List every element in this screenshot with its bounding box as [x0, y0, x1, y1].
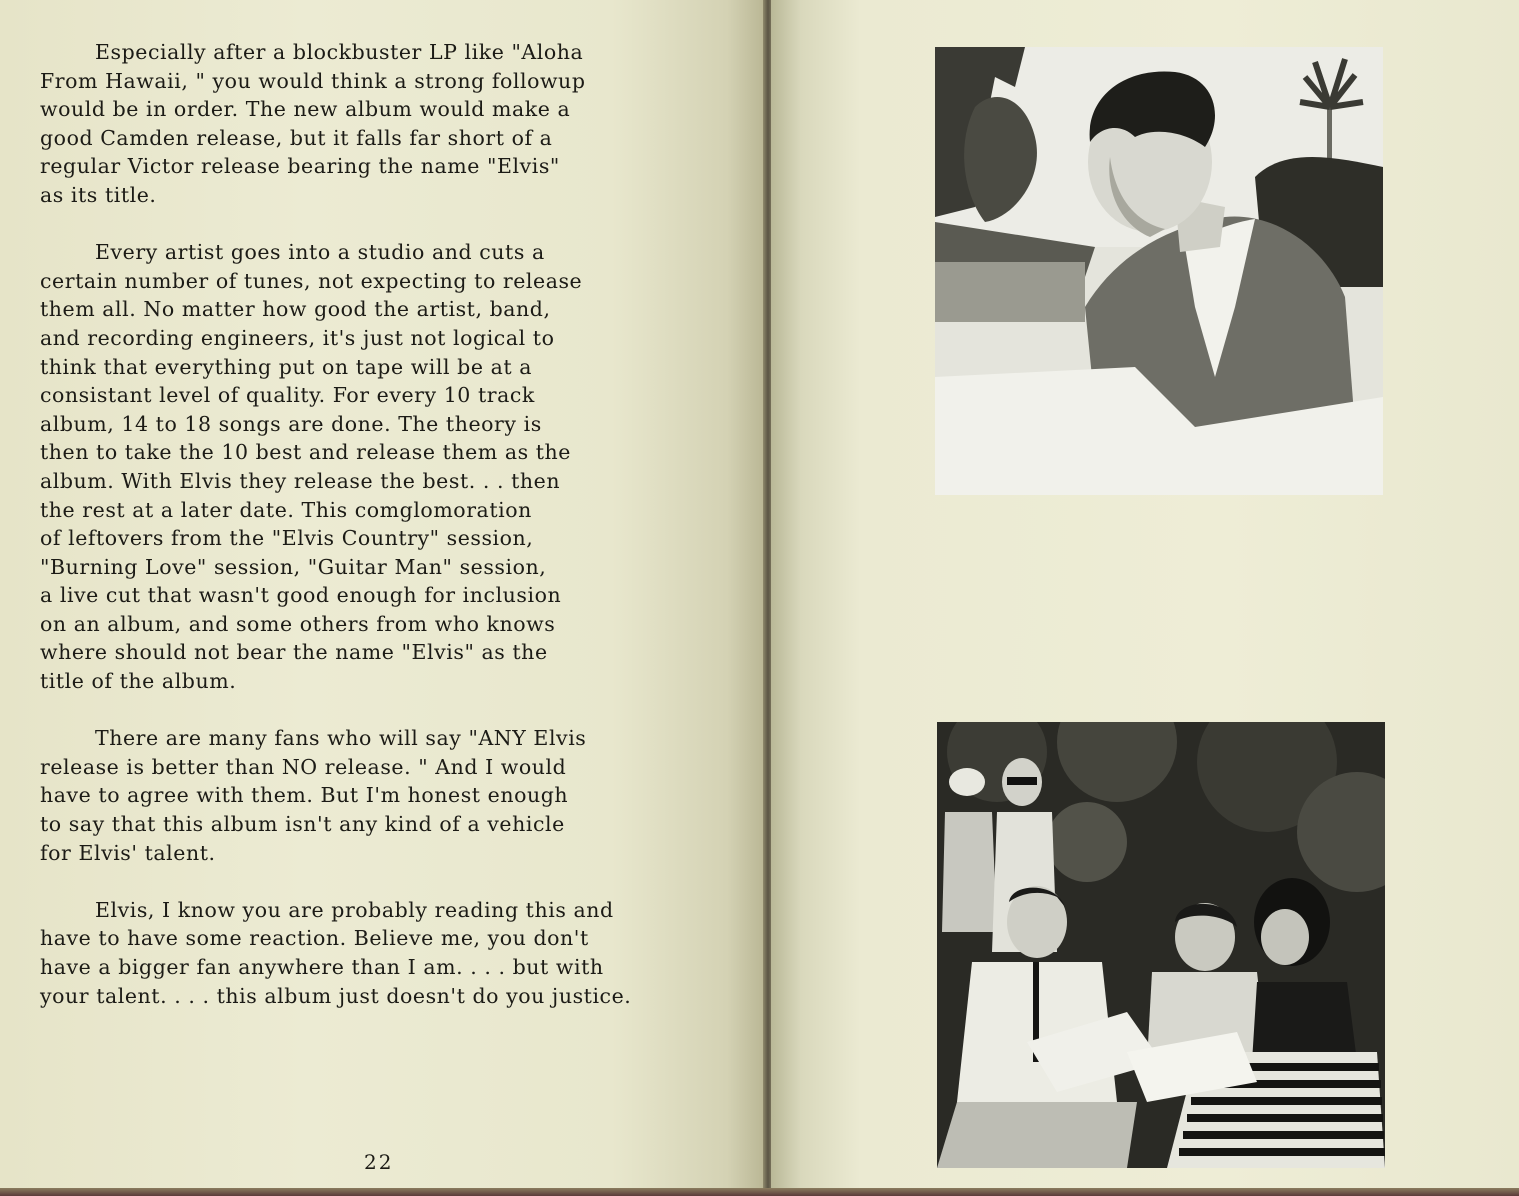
paragraph-4: Elvis, I know you are probably reading this and have to have some reaction. Believe me, you don't have a bigger fan anywhere than I am. . . . but with your talent. . . . this album just doesn't do you justice.: [40, 897, 632, 1008]
photo-bottom: [937, 722, 1385, 1168]
book-bottom-edge: [0, 1188, 1519, 1196]
page-number: 22: [364, 1150, 394, 1174]
photo-bottom-illustration: [937, 722, 1385, 1168]
paragraph-2: Every artist goes into a studio and cuts a certain number of tunes, not expecting to release them all. No matter how good the artist, band, and recording engineers, it's just not logical to think that everything put on tape will be at a consistant level of quality. For every 10 track album, 14 to 18 songs are done. The theory is then to take the 10 best and release them as the album. With Elvis they release the best. . . then the rest at a later date. This comglomoration of leftovers from the "Elvis Country" session, "Burning Love" session, "Guitar Man" session, a live cut that wasn't good enough for inclusion on an album, and some others from who knows where should not bear the name "Elvis" as the title of the album.: [40, 240, 583, 694]
paragraph-3: There are many fans who will say "ANY Elvis release is better than NO release. " And I would have to agree with them. But I'm honest enough to say that this album isn't any kind of a vehicle for Elvis' talent.: [40, 726, 587, 865]
paragraph-1: Especially after a blockbuster LP like "Aloha From Hawaii, " you would think a strong followup would be in order. The new album would make a good Camden release, but it falls far short of a regular Victor release bearing the name "Elvis" as its title.: [40, 40, 586, 207]
photo-top: [935, 47, 1383, 495]
article-text: [40, 38, 720, 1039]
photo-top-illustration: [935, 47, 1383, 495]
